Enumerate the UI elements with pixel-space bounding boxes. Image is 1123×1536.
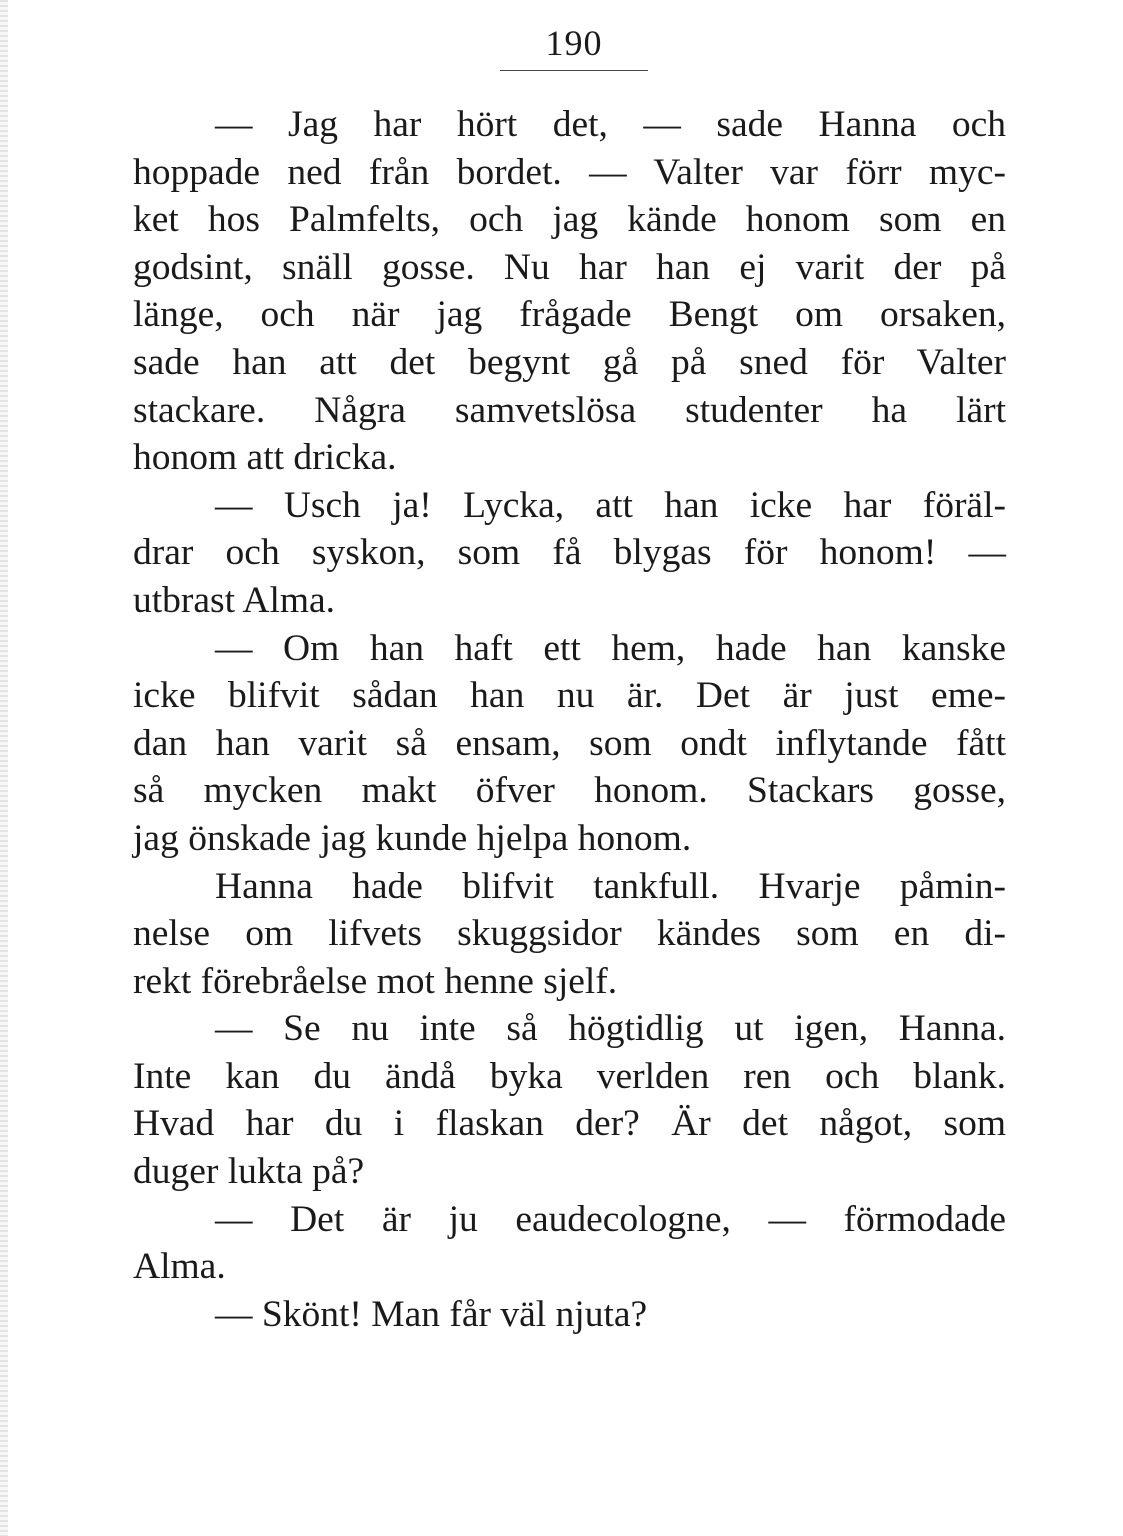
page-number: 190 [545, 23, 603, 63]
paragraph [133, 863, 1006, 1006]
paragraph [133, 1291, 1006, 1339]
text-line: — Om han haft ett hem, hade han kanske [215, 627, 1006, 669]
text-line: — Skönt! Man får väl njuta? [215, 1293, 648, 1335]
text-line: duger lukta på? [133, 1151, 365, 1193]
paragraph [133, 625, 1006, 863]
paragraph [133, 101, 1006, 482]
text-line: dan han varit så ensam, som ondt inflytande fått [133, 722, 1006, 764]
text-line: honom att dricka. [133, 437, 397, 479]
text-line: Alma. [133, 1246, 226, 1288]
text-line: rekt förebråelse mot henne sjelf. [133, 960, 618, 1002]
text-line: stackare. Några samvetslösa studenter ha lärt [133, 389, 1006, 431]
text-line: — Jag har hört det, — sade Hanna och [215, 104, 1006, 145]
text-line: — Det är ju eaudecologne, — förmodade [215, 1198, 1006, 1240]
text-line: utbrast Alma. [133, 579, 336, 621]
text-line: ket hos Palmfelts, och jag kände honom som en [133, 199, 1006, 241]
text-line: Hvad har du i flaskan der? Är det något, som [133, 1103, 1006, 1145]
text-line: Inte kan du ändå byka verlden ren och blank. [133, 1055, 1006, 1097]
text-line: drar och syskon, som få blygas för honom! — [133, 532, 1006, 574]
text-line: nelse om lifvets skuggsidor kändes som en di- [133, 913, 1006, 955]
text-line: jag önskade jag kunde hjelpa honom. [133, 817, 692, 859]
body-text [133, 101, 1006, 1338]
paragraph [133, 1196, 1006, 1291]
text-line: länge, och när jag frågade Bengt om orsaken, [133, 294, 1006, 336]
text-line: hoppade ned från bordet. — Valter var förr myc- [133, 151, 1006, 193]
text-line: sade han att det begynt gå på sned för Valter [133, 341, 1006, 383]
text-line: Hanna hade blifvit tankfull. Hvarje påmin- [215, 865, 1006, 907]
text-line: så mycken makt öfver honom. Stackars gosse, [133, 770, 1006, 812]
paragraph [133, 482, 1006, 625]
paragraph [133, 1005, 1006, 1195]
text-line: — Se nu inte så högtidlig ut igen, Hanna. [215, 1008, 1006, 1050]
text-line: godsint, snäll gosse. Nu har han ej varit der på [133, 246, 1006, 288]
scan-edge [0, 0, 8, 1536]
text-line: icke blifvit sådan han nu är. Det är just eme- [133, 675, 1006, 717]
text-line: — Usch ja! Lycka, att han icke har föräl- [215, 484, 1006, 526]
header-rule [500, 70, 648, 71]
